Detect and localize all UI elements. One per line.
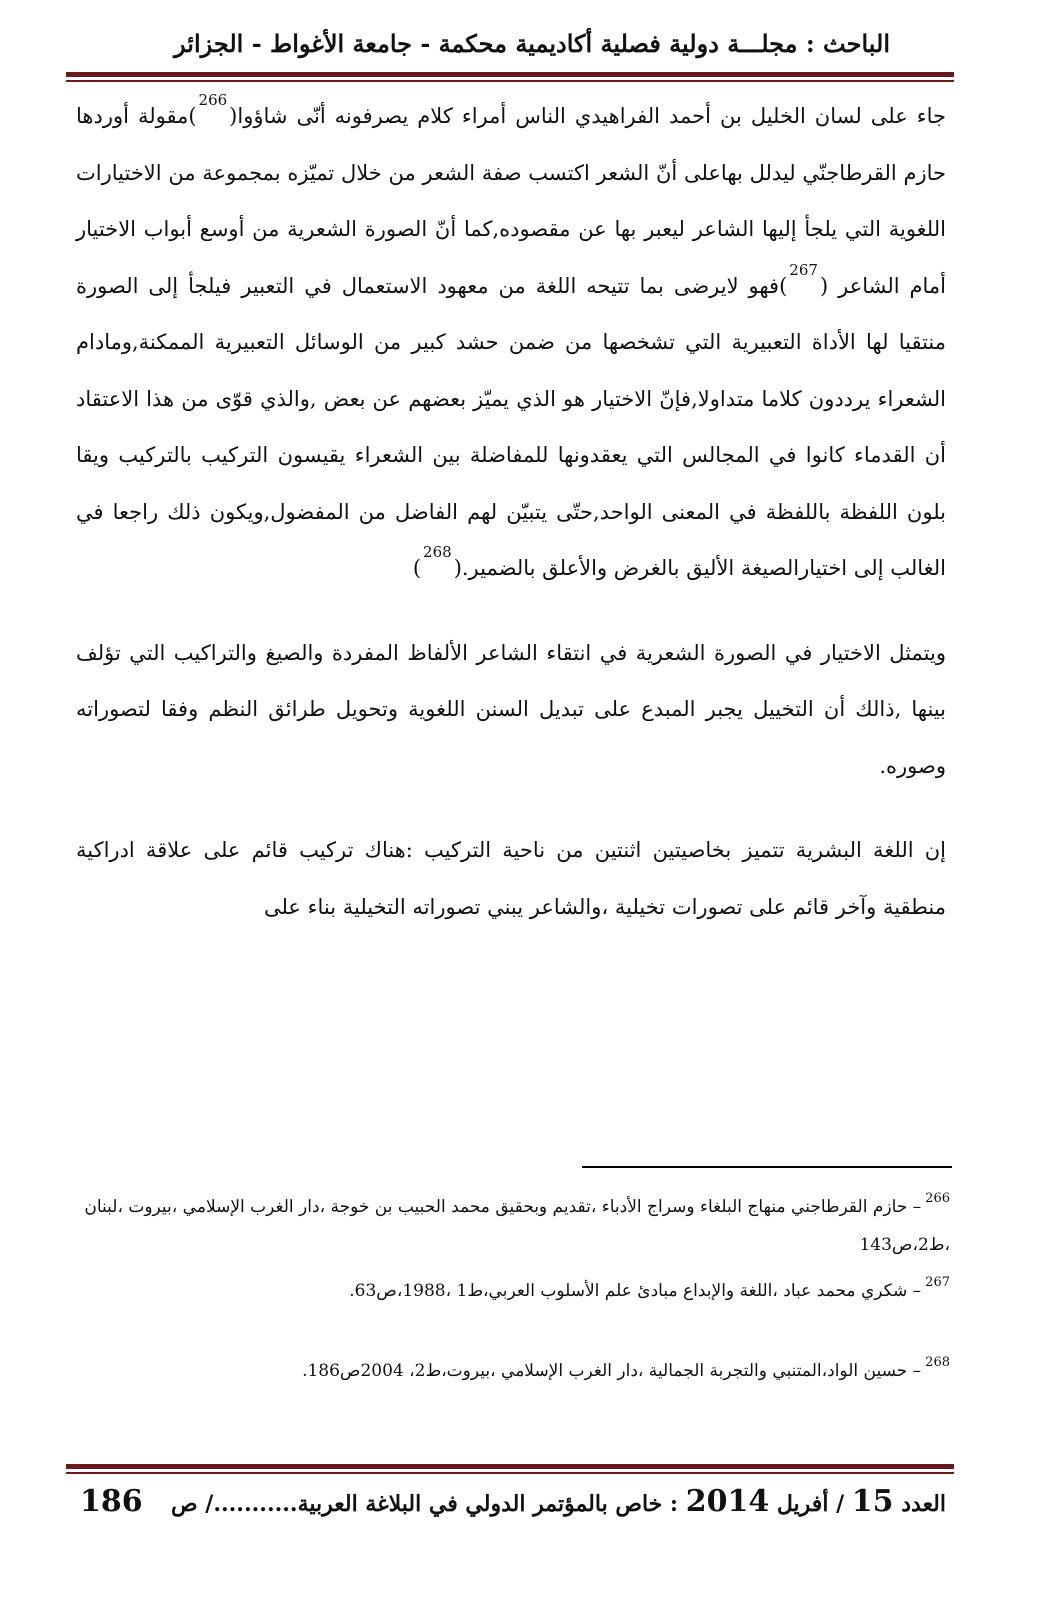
footnote-text: – شكري محمد عباد ،اللغة والإبداع مبادئ علم الأسلوب العربي،ط1 ،1988،ص63. <box>349 1281 922 1301</box>
footnote-268 <box>60 1344 950 1390</box>
paragraph-3: إن اللغة البشرية تتميز بخاصيتين اثنتين من ناحية التركيب :هناك تركيب قائم على علاقة ادراكية منطقية وآخر قائم على تصورات تخيلية ،والشاعر يبني تصوراته التخيلية بناء على <box>76 838 946 919</box>
paragraph-1-text-c: )فهو لايرضى بما تتيحه اللغة من معهود الاستعمال في التعبير فيلجأ إلى الصورة منتقيا لها الأداة التعبيرية التي تشخصها من ضمن حشد كبير من الوسائل التعبيرية الممكنة,ومادام الشعراء يرددون كلاما متداولا,فإنّ الاختيار هو الذي يميّز بعضهم عن بعض ,والذي قوّى من هذا الاعتقاد أن القدماء كانوا في المجالس التي يعقدونها للمفاضلة بين الشعراء يقيسون التركيب بالتركيب ويقا بلون اللفظة باللفظة في المعنى الواحد,حتّى يتبيّن لهم الفاضل من المفضول,ويكون ذلك راجعا في الغالب إلى اختيارالصيغة الأليق بالغرض والأعلق بالضمير.( <box>76 273 946 580</box>
footnote-separator <box>582 1166 952 1168</box>
footnote-text: – حسين الواد،المتنبي والتجربة الجمالية ،دار الغرب الإسلامي ،بيروت،ط2، 2004ص186. <box>302 1361 922 1381</box>
paragraph-1-text-b: )مقولة أوردها حازم القرطاجنّي ليدلل بهاعلى أنّ الشعر اكتسب صفة الشعر من خلال تميّزه بمجموعة من الاختيارات اللغوية التي يلجأ إليها الشاعر ليعبر بها عن مقصوده,كما أنّ الصورة الشعرية من أوسع أبواب الاختيار أمام الشاعر ( <box>76 104 946 298</box>
header-rule-thin <box>66 80 954 82</box>
paragraph-1-text-a: جاء على لسان الخليل بن أحمد الفراهيدي الناس أمراء كلام يصرفونه أنّى شاؤوا( <box>229 104 947 128</box>
paragraph-1 <box>76 88 946 597</box>
page-footer <box>80 1482 946 1524</box>
issue-special: : خاص بالمؤتمر الدولي في البلاغة العربية.........../ ص <box>171 1491 679 1517</box>
paragraph-1-text-d: ) <box>412 556 422 580</box>
footnote-number: 266 <box>925 1191 950 1206</box>
page-number: 186 <box>80 1484 143 1519</box>
footer-issue-info <box>171 1482 946 1524</box>
footnote-text: – حازم القرطاجني منهاج البلغاء وسراج الأدباء ،تقديم وبحقيق محمد الحبيب بن خوجة ،دار الغرب الإسلامي ،بيروت ،لبنان ،ط2،ص143 <box>84 1197 950 1255</box>
footnote-266 <box>60 1180 950 1264</box>
footnote-ref-268[interactable]: 268 <box>423 543 452 561</box>
header-rule-thick <box>66 72 954 77</box>
footnote-number: 267 <box>925 1275 950 1290</box>
paragraph-2: ويتمثل الاختيار في الصورة الشعرية في انتقاء الشاعر الألفاظ المفردة والصيغ والتراكيب التي تؤلف بينها ,ذالك أن التخييل يجبر المبدع على تبديل السنن اللغوية وتحويل طرائق النظم وفقا لتصوراته وصوره. <box>76 640 946 778</box>
issue-year: 2014 <box>685 1484 770 1519</box>
issue-date: / أفريل <box>776 1491 845 1517</box>
journal-header-title: الباحث : مجلـــة دولية فصلية أكاديمية محكمة - جامعة الأغواط - الجزائر <box>174 29 890 58</box>
footer-rule-thin <box>66 1472 954 1474</box>
issue-label: العدد <box>901 1491 946 1517</box>
footnotes <box>60 1180 950 1390</box>
footnote-ref-267[interactable]: 267 <box>789 260 818 279</box>
footnote-ref-266[interactable]: 266 <box>198 91 228 109</box>
article-body <box>76 88 946 935</box>
footer-rule-thick <box>66 1464 954 1469</box>
footnote-number: 268 <box>925 1355 950 1370</box>
footnote-267 <box>60 1264 950 1310</box>
issue-number: 15 <box>851 1484 894 1519</box>
